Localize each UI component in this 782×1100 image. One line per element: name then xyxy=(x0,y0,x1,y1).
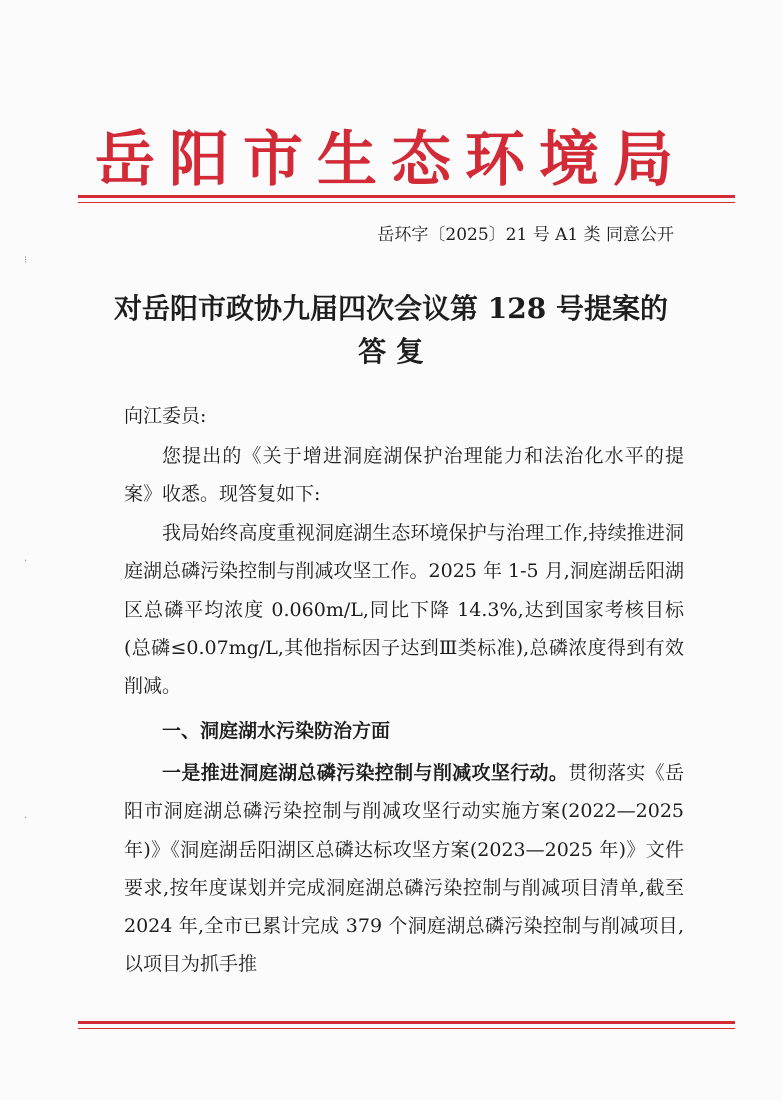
item-lead: 一是推进洞庭湖总磷污染控制与削减攻坚行动。 xyxy=(162,762,569,784)
document-number: 岳环字〔2025〕21 号 A1 类 同意公开 xyxy=(377,225,674,245)
header-rule-thin xyxy=(78,202,735,203)
section-heading: 一、洞庭湖水污染防治方面 xyxy=(162,720,391,742)
header-org-title: 岳阳市生态环境局 xyxy=(95,125,687,195)
scan-speck: · xyxy=(24,813,28,824)
reply-title-line1: 对岳阳市政协九届四次会议第 128 号提案的 xyxy=(114,292,668,325)
scan-speck: · xyxy=(24,556,28,567)
header-rule-thick xyxy=(78,195,735,198)
salutation: 向江委员: xyxy=(124,405,207,427)
scan-speck: ⁝ xyxy=(24,255,28,266)
intro-paragraph: 您提出的《关于增进洞庭湖保护治理能力和法治化水平的提案》收悉。现答复如下: xyxy=(124,445,684,506)
item-body: 贯彻落实《岳阳市洞庭湖总磷污染控制与削减攻坚行动实施方案(2022—2025 年)》《洞庭湖岳阳湖区总磷达标攻坚方案(2023—2025 年)》文件要求,按年度谋划并完成洞庭湖总磷污染控制与削减项目清单,截至 2024 年,全市已累计完成 379 个洞庭湖总磷污染控制与削减项目,以项目为抓手推 xyxy=(124,762,684,976)
reply-title-line2: 答 复 xyxy=(358,335,424,368)
item-paragraph xyxy=(124,754,684,984)
footer-rule-thin xyxy=(78,1028,735,1029)
footer-rule-thick xyxy=(78,1021,735,1024)
overview-paragraph: 我局始终高度重视洞庭湖生态环境保护与治理工作,持续推进洞庭湖总磷污染控制与削减攻坚工作。2025 年 1-5 月,洞庭湖岳阳湖区总磷平均浓度 0.060m/L,同比下降 14.3%,达到国家考核目标(总磷≤0.07mg/L,其他指标因子达到Ⅲ类标准),总磷浓度得到有效削减。 xyxy=(124,522,684,698)
